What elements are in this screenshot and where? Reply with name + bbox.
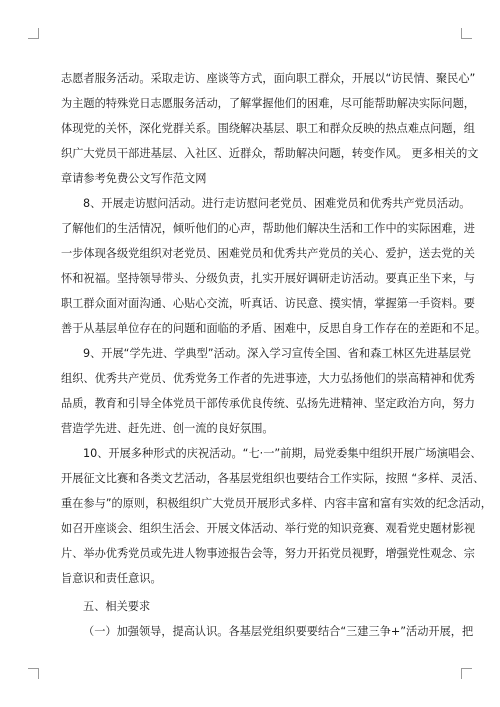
text-line: 重在参与”的原则，积极组织广大党员开展形式多样、内容丰富和富有实效的纪念活动， (61, 497, 492, 510)
crop-mark-bottom-right (461, 668, 472, 679)
paragraph-heading-9: 9、开展“学先进、学典型”活动。深入学习宣传全国、省和森工林区先进基层党 (83, 347, 471, 360)
text-line: 职工群众面对面沟通、心贴心交流，听真话、访民意、摸实情，掌握第一手资料。要 (61, 297, 475, 310)
section-heading: 五、相关要求 (83, 600, 151, 613)
paragraph-heading-1: （一）加强领导，提高认识。各基层党组织要要结合“三建三争+”活动开展，把 (83, 625, 474, 638)
paragraph-heading-10: 10、开展多种形式的庆祝活动。“七·一”前期，局党委集中组织开展广场演唱会、 (83, 447, 482, 460)
text-line: 怀和祝福。坚持领导带头、分级负责，扎实开展好调研走访活动。要真正坐下来，与 (61, 272, 475, 285)
text-line: 章请参考免费公文写作范文网 (61, 172, 207, 185)
text-line: 品质，教育和引导全体党员干部传承优良传统、弘扬先进精神、坚定政治方向，努力 (61, 397, 475, 410)
text-line: 善于从基层单位存在的问题和面临的矛盾、困难中，反思自身工作存在的差距和不足。 (61, 322, 487, 335)
text-line: 一步体现各级党组织对老党员、困难党员和优秀共产党员的关心、爱护，送去党的关 (61, 247, 475, 260)
text-line: 旨意识和责任意识。 (61, 572, 162, 585)
text-line: 志愿者服务活动。采取走访、座谈等方式，面向职工群众，开展以“访民情、聚民心” (61, 72, 476, 85)
text-line: 片、举办优秀党员或先进人物事迹报告会等，努力开拓党员视野，增强党性观念、宗 (61, 547, 475, 560)
text-line: 体现党的关怀，深化党群关系。围绕解决基层、职工和群众反映的热点难点问题，组 (61, 122, 475, 135)
text-line: 营造学先进、赶先进、创一流的良好氛围。 (61, 422, 274, 435)
text-line: 如召开座谈会、组织生活会、开展文体活动、举行党的知识竞赛、观看党史题材影视 (61, 522, 475, 535)
crop-mark-top-right (461, 28, 472, 39)
text-line: 了解他们的生活情况，倾听他们的心声，帮助他们解决生活和工作中的实际困难，进 (61, 222, 475, 235)
document-body (61, 66, 492, 644)
crop-mark-bottom-left (28, 668, 39, 679)
crop-mark-top-left (28, 28, 39, 39)
text-line: 织广大党员干部进基层、入社区、近群众，帮助解决问题，转变作风。 更多相关的文 (61, 147, 479, 160)
text-line: 开展征文比赛和各类文艺活动，各基层党组织也要结合工作实际，按照 “多样、灵活、 (61, 472, 485, 485)
text-line: 为主题的特殊党日志愿服务活动，了解掌握他们的困难，尽可能帮助解决实际问题， (61, 97, 475, 110)
text-line: 组织、优秀共产党员、优秀党务工作者的先进事迹，大力弘扬他们的崇高精神和优秀 (61, 372, 475, 385)
paragraph-heading-8: 8、开展走访慰问活动。进行走访慰问老党员、困难党员和优秀共产党员活动。 (83, 197, 471, 210)
